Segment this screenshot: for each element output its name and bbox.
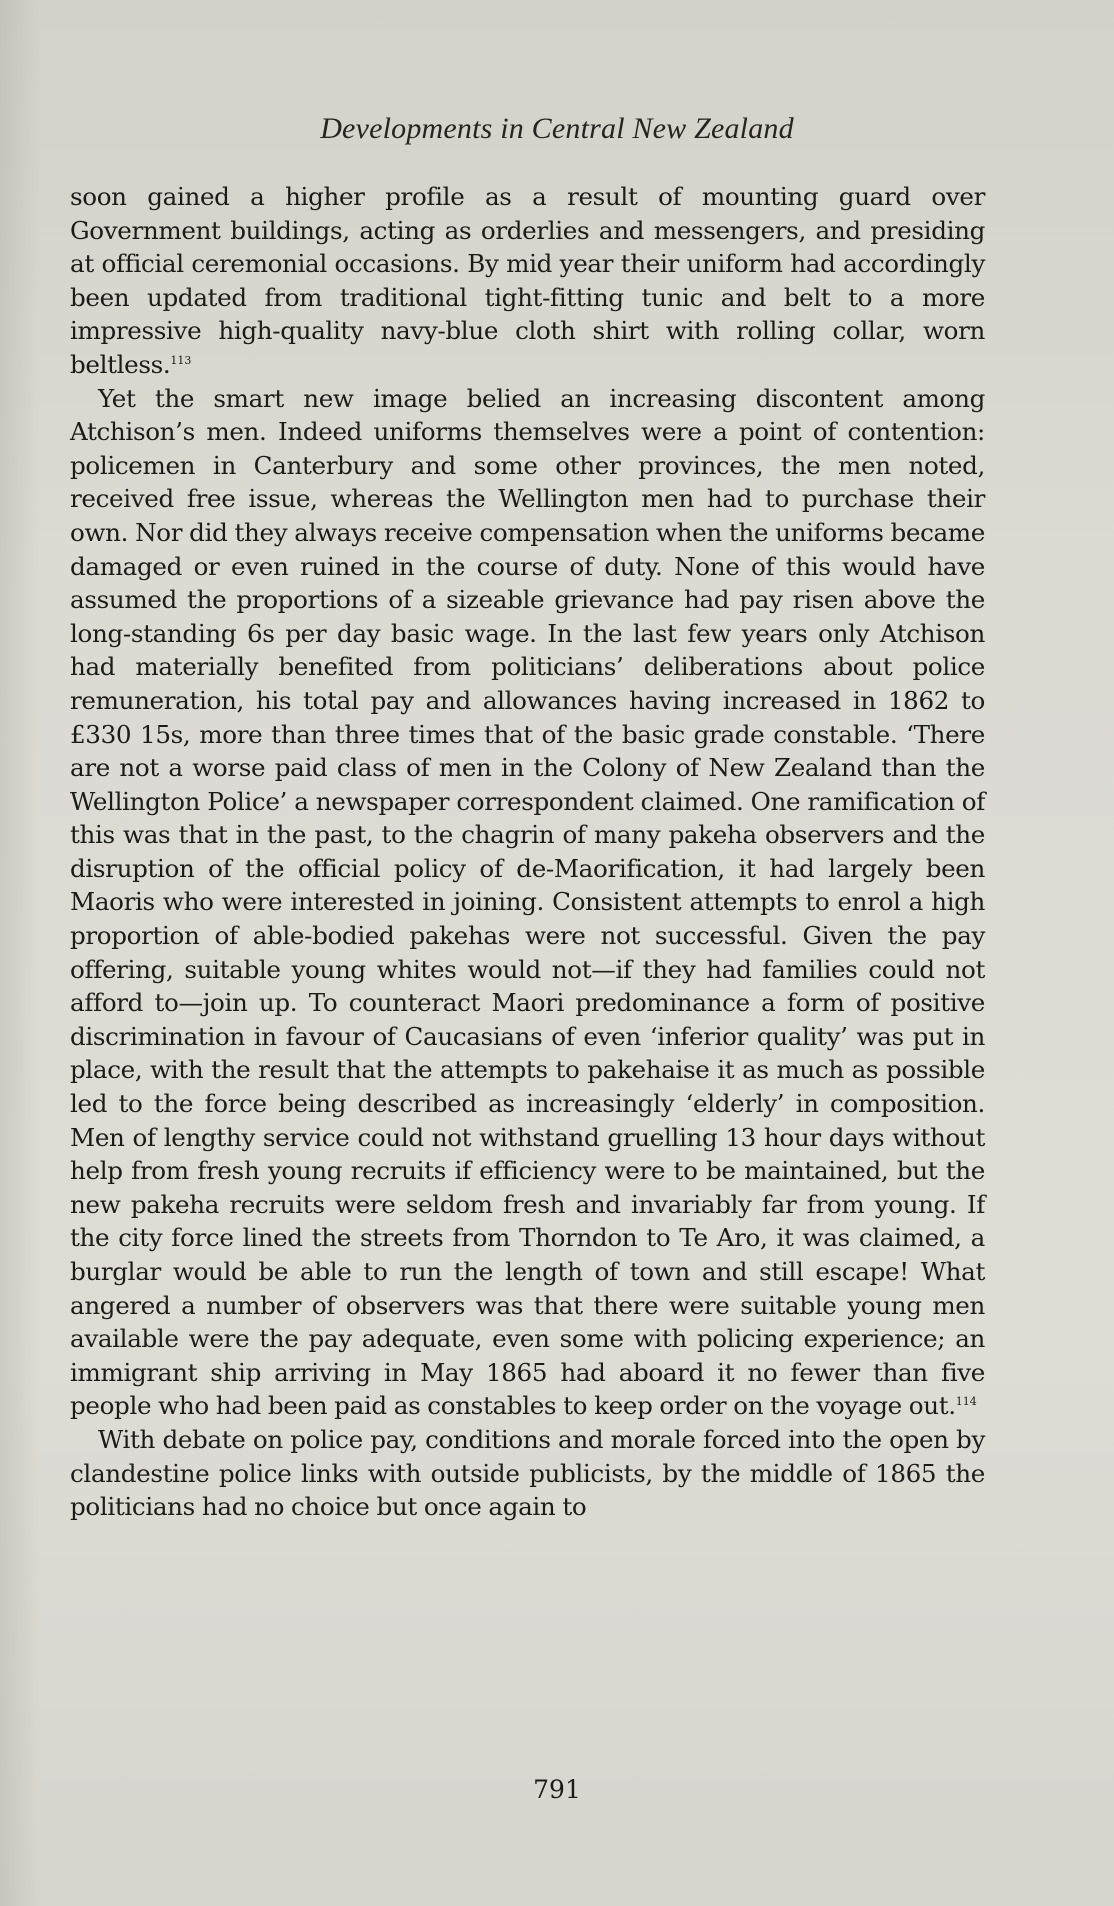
body-text [70,180,985,1524]
paragraph-2 [70,382,985,1423]
footnote-ref-113: 113 [170,353,192,367]
paragraph-1 [70,180,985,382]
running-header: Developments in Central New Zealand [320,112,794,145]
paragraph-3 [70,1423,985,1524]
page-edge-shadow [0,0,40,1906]
page-number: 791 [533,1775,581,1804]
paragraph-2-text: Yet the smart new image belied an increasing discontent among Atchison’s men. Indeed uniforms themselves were a point of contention: policemen in Canterbury and some other provinces, the men noted, received free issue, whereas the Wellington men had to purchase their own. Nor did they always receive compensation when the uniforms became damaged or even ruined in the course of duty. None of this would have assumed the proportions of a sizeable grievance had pay risen above the long-standing 6s per day basic wage. In the last few years only Atchison had materially benefited from politicians’ deliberations about police remuneration, his total pay and allowances having increased in 1862 to £330 15s, more than three times that of the basic grade constable. ‘There are not a worse paid class of men in the Colony of New Zealand than the Wellington Police’ a newspaper correspondent claimed. One ramification of this was that in the past, to the chagrin of many pakeha observers and the disruption of the official policy of de-Maorification, it had largely been Maoris who were interested in joining. Consistent attempts to enrol a high proportion of able-bodied pakehas were not successful. Given the pay offering, suitable young whites would not—if they had families could not afford to—join up. To counteract Maori predominance a form of positive discrimination in favour of Caucasians of even ‘inferior quality’ was put in place, with the result that the attempts to pakehaise it as much as possible led to the force being described as increasingly ‘elderly’ in composition. Men of lengthy service could not withstand gruelling 13 hour days without help from fresh young recruits if efficiency were to be maintained, but the new pakeha recruits were seldom fresh and invariably far from young. If the city force lined the streets from Thorndon to Te Aro, it was claimed, a burglar would be able to run the length of town and still escape! What angered a number of observers was that there were suitable young men available were the pay adequate, even some with policing experience; an immigrant ship arriving in May 1865 had aboard it no fewer than five people who had been paid as constables to keep order on the voyage out. [70,383,985,1421]
paragraph-3-text: With debate on police pay, conditions and morale forced into the open by clandestine police links with outside publicists, by the middle of 1865 the politicians had no choice but once again to [70,1424,985,1522]
footnote-ref-114: 114 [955,1395,977,1409]
paragraph-1-text: soon gained a higher profile as a result of mounting guard over Government buildings, acting as orderlies and messengers, and presiding at official ceremonial occasions. By mid year their uniform had accordingly been updated from traditional tight-fitting tunic and belt to a more impressive high-quality navy-blue cloth shirt with rolling collar, worn beltless. [70,182,985,379]
